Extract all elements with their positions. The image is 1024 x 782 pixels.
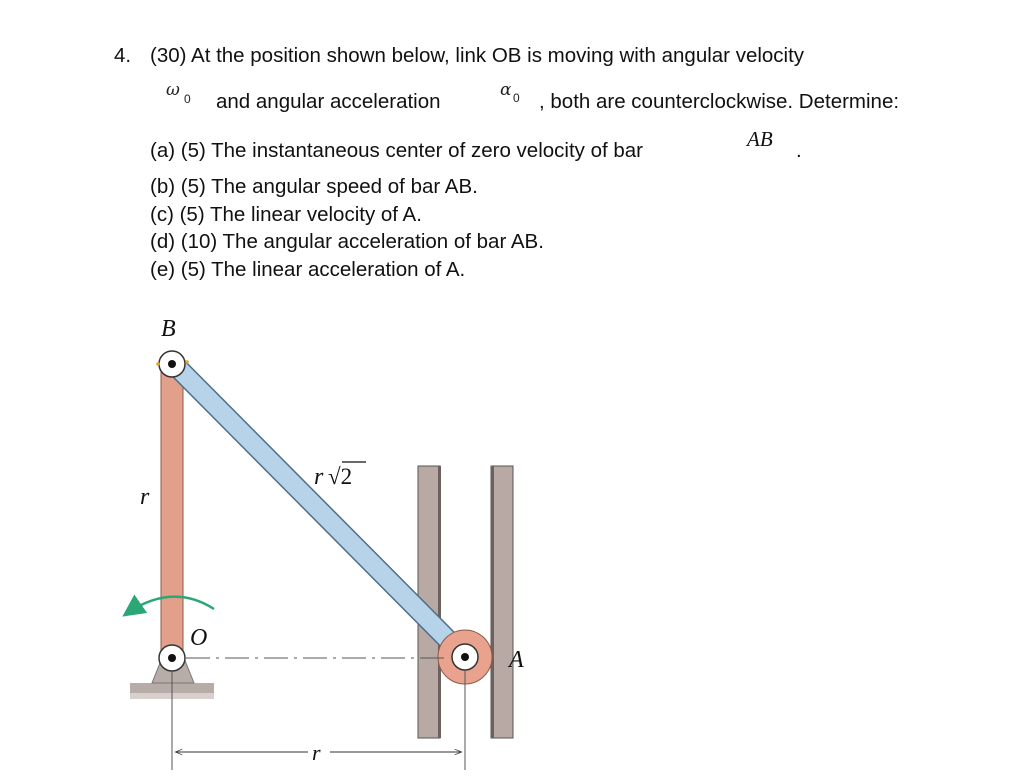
label-bar-r: r: [314, 464, 324, 490]
label-r-bottom: r: [312, 740, 321, 765]
part-a: (a) (5) The instantaneous center of zero velocity of bar: [150, 139, 644, 162]
part-b: (b) (5) The angular speed of bar AB.: [150, 175, 478, 198]
part-c: (c) (5) The linear velocity of A.: [150, 203, 422, 226]
alpha-subscript: 0: [513, 91, 520, 105]
problem-line-1: (30) At the position shown below, link OB is moving with angular velocity: [150, 44, 805, 67]
part-a-symbol: AB: [747, 127, 773, 151]
alpha-symbol: α: [500, 80, 512, 100]
label-r-side: r: [140, 484, 150, 510]
pin-a: [452, 644, 478, 670]
label-bar-sqrt: √2: [328, 464, 353, 489]
omega-symbol: ω: [166, 80, 180, 100]
label-a: A: [509, 647, 524, 673]
label-o: O: [190, 625, 208, 651]
problem-line-2-mid: and angular acceleration: [216, 90, 441, 113]
omega-subscript: 0: [184, 92, 191, 106]
part-a-suffix: .: [796, 139, 802, 162]
part-d: (d) (10) The angular acceleration of bar AB.: [150, 230, 544, 253]
problem-number: 4.: [114, 44, 132, 67]
part-e: (e) (5) The linear acceleration of A.: [150, 258, 466, 281]
label-b: B: [161, 316, 176, 342]
link-ob: [161, 360, 183, 660]
pin-o: [159, 645, 185, 671]
problem-line-2-end: , both are counterclockwise. Determine:: [539, 90, 900, 113]
